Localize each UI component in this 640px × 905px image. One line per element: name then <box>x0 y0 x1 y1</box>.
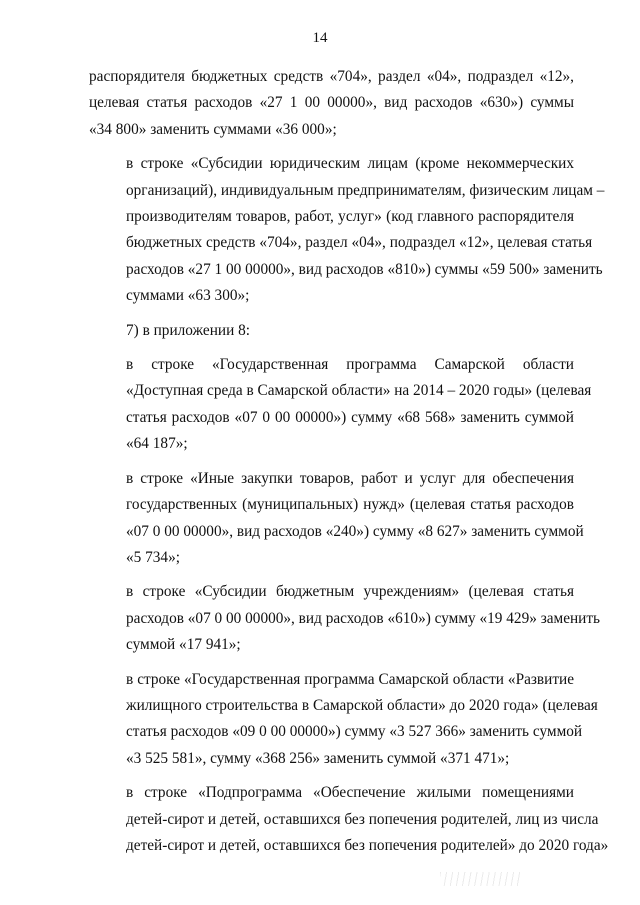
text-line: детей-сирот и детей, оставшихся без попечения родителей» до 2020 года» <box>126 836 609 854</box>
text-line: государственных (муниципальных) нужд» (целевая статья расходов <box>126 496 574 514</box>
text-line: «07 0 00 00000», вид расходов «240») сумму «8 627» заменить суммой <box>126 522 584 540</box>
paragraph <box>89 318 574 344</box>
text-line: целевая статья расходов «27 1 00 00000», вид расходов «630») суммы <box>89 94 574 112</box>
paragraph <box>89 151 605 309</box>
text-line: в строке «Подпрограмма «Обеспечение жилыми помещениями <box>126 784 574 802</box>
page-number: 14 <box>312 30 328 46</box>
text-line: «5 734»; <box>126 548 180 566</box>
text-line: расходов «07 0 00 00000», вид расходов «610») сумму «19 429» заменить <box>126 609 601 627</box>
paragraph <box>89 579 601 658</box>
text-line: расходов «27 1 00 00000», вид расходов «810») суммы «59 500» заменить <box>126 260 603 278</box>
text-line: в строке «Субсидии юридическим лицам (кроме некоммерческих <box>126 155 574 173</box>
text-line: суммами «63 300»; <box>126 287 250 305</box>
text-line: организаций), индивидуальным предпринимателям, физическим лицам – <box>126 181 605 199</box>
text-line: распорядителя бюджетных средств «704», раздел «04», подраздел «12», <box>89 68 574 85</box>
paragraph <box>89 667 598 773</box>
text-line: «64 187»; <box>126 435 188 453</box>
text-line: статья расходов «09 0 00 00000») сумму «3 527 366» заменить суммой <box>126 723 583 741</box>
text-line: в строке «Государственная программа Самарской области «Развитие <box>126 670 574 688</box>
text-line: детей-сирот и детей, оставшихся без попечения родителей, лиц из числа <box>126 810 599 828</box>
text-line: производителям товаров, работ, услуг» (код главного распорядителя <box>126 208 574 226</box>
text-line: статья расходов «07 0 00 00000») сумму «68 568» заменить суммой <box>126 408 574 426</box>
document-body <box>89 64 609 867</box>
paragraph <box>89 64 574 143</box>
text-line: «34 800» заменить суммами «36 000»; <box>89 120 337 138</box>
text-line: бюджетных средств «704», раздел «04», подраздел «12», целевая статья <box>126 234 593 252</box>
text-line: «Доступная среда в Самарской области» на 2014 – 2020 годы» (целевая <box>126 382 592 400</box>
text-line: в строке «Государственная программа Самарской области <box>126 356 574 374</box>
text-line: в строке «Иные закупки товаров, работ и услуг для обеспечения <box>126 469 574 487</box>
paragraph <box>89 352 592 458</box>
text-line: «3 525 581», сумму «368 256» заменить суммой «371 471»; <box>126 749 510 767</box>
text-line: суммой «17 941»; <box>126 636 241 654</box>
paragraph <box>89 780 609 859</box>
scan-artifact <box>440 872 520 886</box>
paragraph <box>89 466 584 572</box>
text-line: 7) в приложении 8: <box>126 321 250 339</box>
text-line: жилищного строительства в Самарской области» до 2020 года» (целевая <box>126 696 598 714</box>
text-line: в строке «Субсидии бюджетным учреждениям» (целевая статья <box>126 583 574 601</box>
